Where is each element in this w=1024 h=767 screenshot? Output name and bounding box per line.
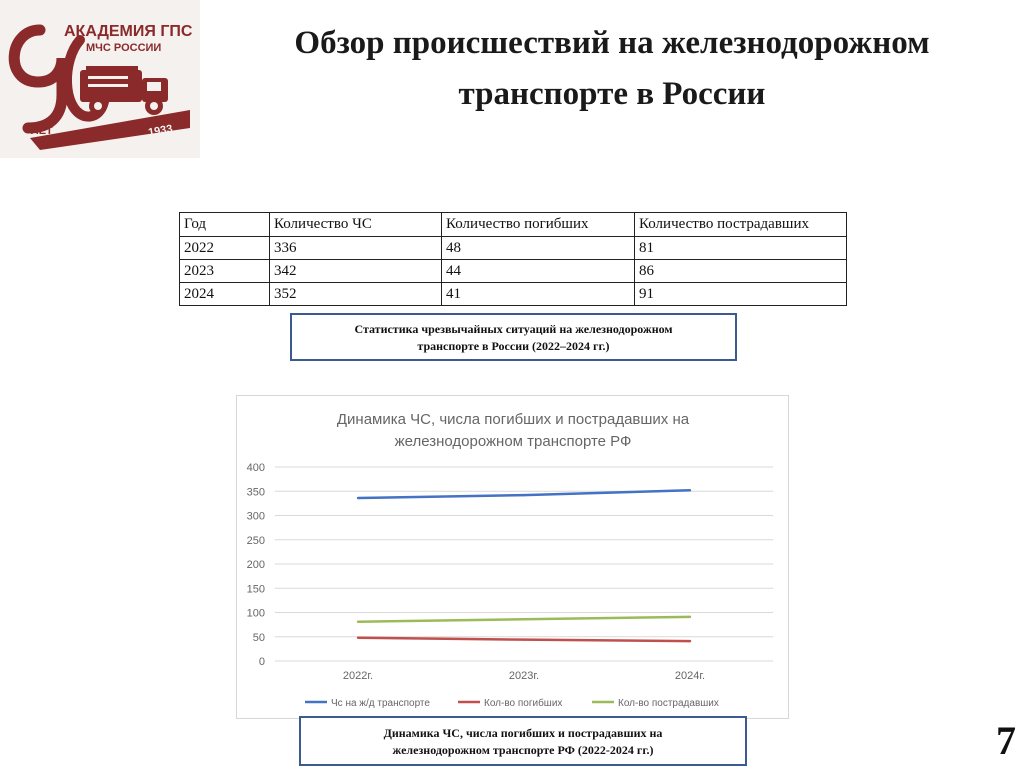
table-cell: 2023	[180, 260, 270, 283]
data-point	[523, 494, 525, 496]
logo-years-word: ЛЕТ	[31, 125, 53, 137]
legend-label: Кол-во погибших	[484, 698, 563, 709]
legend-label: Чс на ж/д транспорте	[331, 698, 430, 709]
data-point	[357, 621, 359, 623]
y-tick-label: 100	[246, 607, 265, 620]
table-header-row	[180, 213, 847, 237]
table-row	[180, 237, 847, 260]
data-point	[523, 638, 525, 640]
table-caption-line2: транспорте в России (2022–2024 гг.)	[417, 339, 610, 353]
chart-caption-line1: Динамика ЧС, числа погибших и пострадавших на	[383, 726, 663, 740]
header-deaths: Количество погибших	[442, 213, 635, 237]
slide-title-line1: Обзор происшествий на железнодорожном	[294, 25, 930, 61]
y-tick-label: 50	[252, 631, 265, 644]
table-cell: 86	[635, 260, 847, 283]
table-cell: 2024	[180, 283, 270, 306]
chart-title-line1: Динамика ЧС, числа погибших и пострадавших на	[336, 411, 690, 428]
table-cell: 2022	[180, 237, 270, 260]
table-cell: 336	[270, 237, 442, 260]
data-point	[357, 497, 359, 499]
y-tick-label: 350	[246, 486, 265, 499]
data-point	[689, 640, 691, 642]
page-number: 7	[996, 718, 1016, 763]
table-row	[180, 260, 847, 283]
line-chart	[236, 395, 789, 719]
table-cell: 352	[270, 283, 442, 306]
table-cell: 48	[442, 237, 635, 260]
academy-logo	[0, 0, 200, 158]
chart-caption	[299, 716, 747, 766]
x-tick-label: 2023г.	[508, 670, 540, 682]
table-caption	[290, 313, 737, 361]
chart-title-line2: железнодорожном транспорте РФ	[394, 433, 632, 450]
slide-title-line2: транспорте в России	[458, 76, 766, 112]
x-tick-label: 2022г.	[342, 670, 374, 682]
table-caption-line1: Статистика чрезвычайных ситуаций на железнодорожном	[354, 322, 673, 336]
header-year: Год	[180, 213, 270, 237]
header-injured: Количество пострадавших	[635, 213, 847, 237]
y-tick-label: 150	[246, 583, 265, 596]
y-tick-label: 0	[258, 656, 265, 668]
logo-year: 1933	[147, 122, 174, 139]
y-tick-label: 400	[246, 462, 265, 474]
legend-label: Кол-во пострадавших	[618, 698, 719, 709]
slide-title	[200, 18, 1024, 120]
y-tick-label: 200	[246, 559, 265, 571]
data-point	[689, 616, 691, 618]
data-point	[523, 618, 525, 620]
data-point	[357, 637, 359, 639]
data-point	[689, 489, 691, 491]
y-tick-label: 300	[246, 510, 265, 523]
table-row	[180, 283, 847, 306]
chart-caption-line2: железнодорожном транспорте РФ (2022-2024 гг.)	[392, 743, 654, 757]
line-chart-svg	[237, 396, 790, 720]
logo-line2: МЧС РОССИИ	[86, 42, 162, 54]
table-cell: 81	[635, 237, 847, 260]
table-cell: 91	[635, 283, 847, 306]
x-tick-label: 2024г.	[674, 670, 706, 682]
table-cell: 41	[442, 283, 635, 306]
header-incidents: Количество ЧС	[270, 213, 442, 237]
y-tick-label: 250	[246, 534, 265, 547]
fire-truck-icon	[80, 66, 168, 115]
table-cell: 44	[442, 260, 635, 283]
statistics-table	[179, 212, 847, 306]
logo-line1: АКАДЕМИЯ ГПС	[64, 23, 193, 40]
table-cell: 342	[270, 260, 442, 283]
